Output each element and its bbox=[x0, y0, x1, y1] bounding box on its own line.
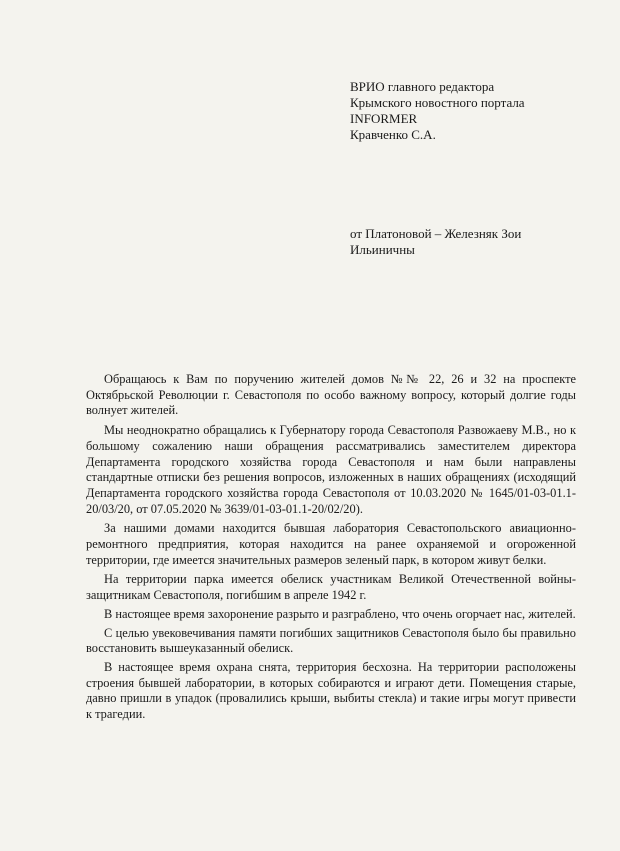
sender-block bbox=[350, 226, 521, 258]
addressee-portal-name: INFORMER bbox=[350, 111, 418, 126]
paragraph: С целью увековечивания памяти погибших защитников Севастополя было бы правильно восстановить вышеуказанный обелиск. bbox=[86, 625, 576, 656]
paragraph: В настоящее время захоронение разрыто и разграблено, что очень огорчает нас, жителей. bbox=[104, 606, 576, 621]
addressee-position: ВРИО главного редактора bbox=[350, 79, 495, 94]
addressee-name: Кравченко С.А. bbox=[350, 127, 436, 142]
sender-name-line2: Ильиничны bbox=[350, 242, 415, 257]
paragraph: Обращаюсь к Вам по поручению жителей домов №№ 22, 26 и 32 на проспекте Октябрьской Революции г. Севастополя по особо важному вопросу, который долгие годы волнует жителей. bbox=[86, 372, 576, 418]
paragraph: Мы неоднократно обращались к Губернатору города Севастополя Развожаеву М.В., но к большому сожалению наши обращения рассматривались заместителем директора Департамента городского хозяйства города Севастополя и нам были направлены стандартные отписки без решения вопросов, изложенных в наших обращениях (исходящий Департамента городского хозяйства города Севастополя от 10.03.2020 № 1645/01-03-01.1-20/03/20, от 07.05.2020 № 3639/01-03-01.1-20/02/20). bbox=[86, 423, 576, 516]
letter-body bbox=[86, 372, 576, 727]
paragraph: За нашими домами находится бывшая лаборатория Севастопольского авиационно-ремонтного предприятия, которая находится на ранее охраняемой и огороженной территории, где имеется значительных размеров зеленый парк, в котором живут белки. bbox=[86, 521, 576, 567]
addressee-organization: Крымского новостного портала bbox=[350, 95, 525, 110]
paragraph: В настоящее время охрана снята, территория бесхозна. На территории расположены строения бывшей лаборатории, в которых собираются и играют дети. Помещения старые, давно пришли в упадок (провалились крыши, выбиты стекла) и такие игры могут привести к трагедии. bbox=[86, 659, 576, 722]
paragraph: На территории парка имеется обелиск участникам Великой Отечественной войны-защитникам Севастополя, погибшим в апреле 1942 г. bbox=[86, 572, 576, 603]
sender-name-line1: от Платоновой – Железняк Зои bbox=[350, 226, 522, 241]
addressee-block bbox=[350, 79, 525, 143]
